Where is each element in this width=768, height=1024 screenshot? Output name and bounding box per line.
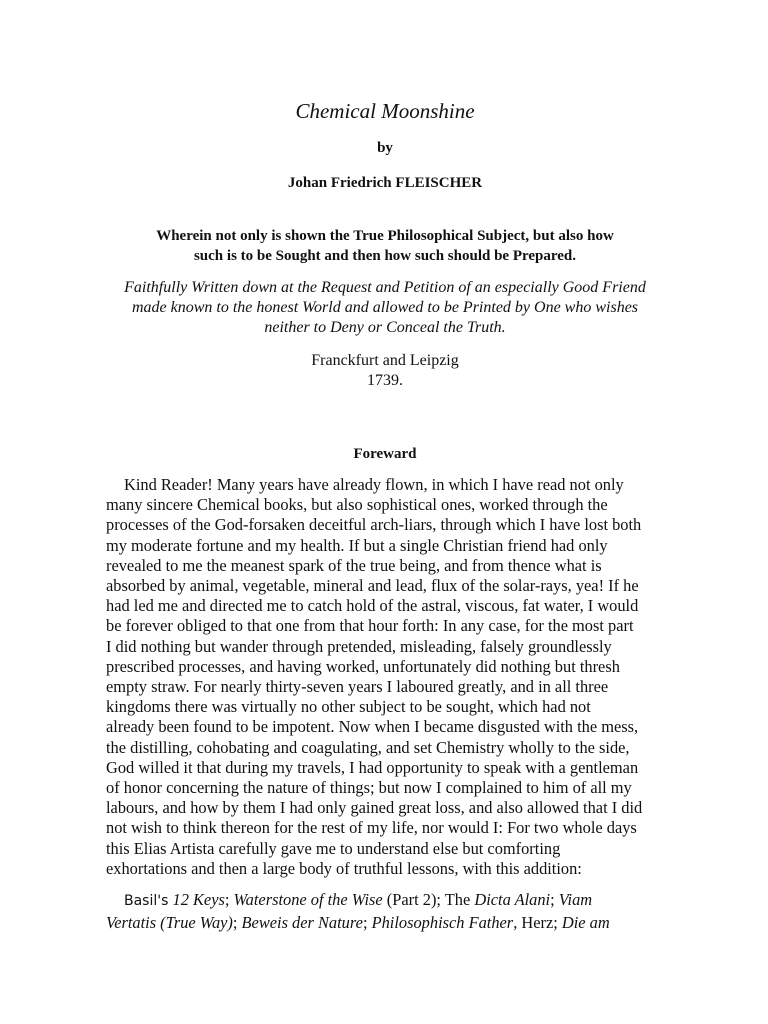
subtitle — [106, 226, 664, 266]
author-name: Johan Friedrich FLEISCHER — [287, 175, 483, 191]
source-philosophisch: Philosophisch Father — [371, 913, 514, 932]
foreward-line: many sincere Chemical books, but also sophistical ones, worked through the — [106, 495, 608, 515]
foreward-line: processes of the God-forsaken deceitful arch-liars, through which I have lost both — [106, 515, 642, 535]
dedication — [100, 278, 670, 338]
source-keys: 12 Keys — [172, 890, 225, 909]
source-dicta: Dicta Alani — [474, 890, 551, 909]
sources-line — [106, 912, 664, 933]
foreward-line: exhortations and then a large body of truthful lessons, with this addition: — [106, 858, 582, 878]
source-vertatis: Vertatis (True Way) — [106, 913, 233, 932]
source-part: (Part 2); The — [382, 890, 475, 909]
foreward-line: God willed it that during my travels, I had opportunity to speak with a gentleman — [106, 757, 639, 777]
imprint — [106, 351, 664, 391]
source-beweis: Beweis der Nature — [241, 913, 363, 932]
foreward-line: of honor concerning the nature of things; but now I complained to him of all my — [106, 778, 632, 798]
source-separator: ; — [224, 890, 234, 909]
imprint-place: Franckfurt and Leipzig — [311, 352, 459, 369]
dedication-line: made known to the honest World and allowed to be Printed by One who wishes — [131, 299, 639, 316]
source-waterstone: Waterstone of the Wise — [233, 890, 383, 909]
foreward-line: kingdoms there was virtually no other subject to be sought, which had not — [106, 697, 591, 717]
document-title: Chemical Moonshine — [295, 99, 475, 123]
foreward-line: empty straw. For nearly thirty-seven years I laboured greatly, and in all three — [106, 677, 609, 697]
foreward-line: the distilling, cohobating and coagulating, and set Chemistry wholly to the side, — [106, 737, 630, 757]
foreward-paragraph — [106, 475, 664, 879]
source-separator: ; — [362, 913, 372, 932]
subtitle-line: Wherein not only is shown the True Philosophical Subject, but also how — [156, 228, 614, 244]
byline: by — [377, 140, 393, 156]
foreward-line: labours, and how by them I had only gained great loss, and also allowed that I did — [106, 798, 643, 818]
foreward-line: I did nothing but wander through pretended, misleading, falsely groundlessly — [106, 636, 612, 656]
foreward-line: prescribed processes, and having worked, unfortunately did nothing but thresh — [106, 656, 620, 676]
imprint-year: 1739. — [367, 372, 403, 389]
sources-paragraph — [106, 889, 664, 933]
source-separator: ; — [550, 890, 559, 909]
foreward-line: my moderate fortune and my health. If but a single Christian friend had only — [106, 535, 608, 555]
foreward-line: be forever obliged to that one from that hour forth: In any case, for the most part — [106, 616, 634, 636]
section-heading: Foreward — [353, 446, 417, 462]
source-basil: Basil's — [124, 893, 169, 909]
foreward-line: absorbed by animal, vegetable, mineral and lead, flux of the solar-rays, yea! If he — [106, 576, 639, 596]
foreward-line: revealed to me the meanest spark of the true being, and from thence what is — [106, 555, 602, 575]
source-dieam: Die am — [561, 913, 610, 932]
sources-line — [106, 889, 664, 912]
foreward-line: Kind Reader! Many years have already flown, in which I have read not only — [124, 475, 624, 494]
subtitle-line: such is to be Sought and then how such should be Prepared. — [193, 248, 577, 264]
foreward-line: this Elias Artista carefully gave me to understand else but comforting — [106, 838, 561, 858]
dedication-line: neither to Deny or Conceal the Truth. — [264, 319, 506, 336]
foreward-line: already been found to be impotent. Now when I became disgusted with the mess, — [106, 717, 639, 737]
source-viam: Viam — [558, 890, 593, 909]
foreward-line: not wish to think thereon for the rest of my life, nor would I: For two whole days — [106, 818, 637, 838]
foreward-line: had led me and directed me to catch hold of the astral, viscous, fat water, I would — [106, 596, 639, 616]
source-separator: ; — [232, 913, 242, 932]
dedication-line: Faithfully Written down at the Request and Petition of an especially Good Friend — [124, 279, 646, 296]
source-herz: , Herz; — [513, 913, 562, 932]
